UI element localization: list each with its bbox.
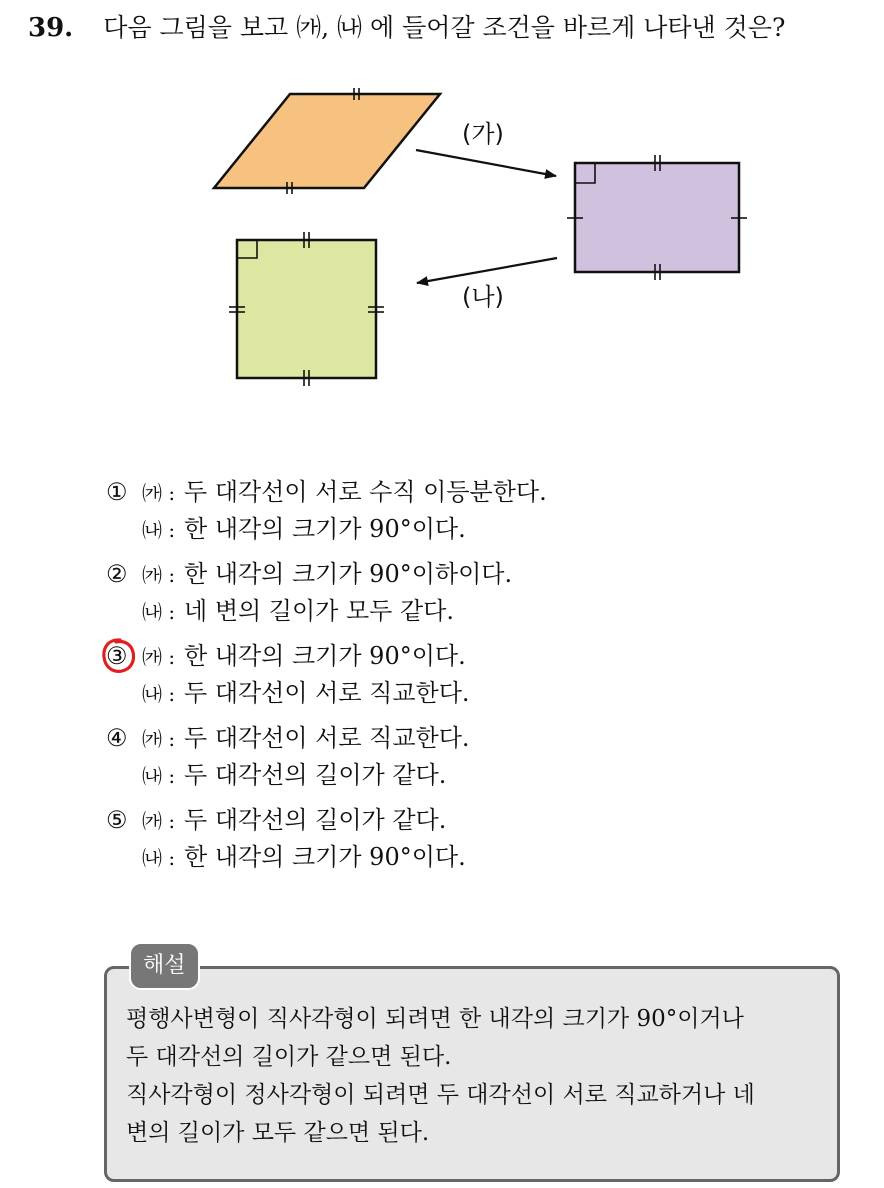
choice-3[interactable]: ③ ㈎ : 한 내각의 크기가 90°이다. ㈏ : 두 대각선이 서로 직교한다. [106, 638, 547, 712]
figure [0, 70, 884, 400]
parallelogram-shape [214, 94, 440, 188]
question-header [28, 8, 785, 48]
choice-number: ③ [106, 638, 142, 675]
choice-number: ① [106, 478, 128, 506]
solution-line: 직사각형이 정사각형이 되려면 두 대각선이 서로 직교하거나 네 [126, 1082, 755, 1108]
choice-1[interactable]: ① ㈎ : 두 대각선이 서로 수직 이등분한다. ㈏ : 한 내각의 크기가 90°이다. [106, 474, 547, 548]
choice-list [106, 474, 547, 884]
choice-text: 두 대각선의 길이가 같다. [184, 806, 447, 834]
solution-line: 평행사변형이 직사각형이 되려면 한 내각의 크기가 90°이거나 [126, 1006, 744, 1032]
choice-2[interactable]: ② ㈎ : 한 내각의 크기가 90°이하이다. ㈏ : 네 변의 길이가 모두 같다. [106, 556, 547, 630]
question-text: 다음 그림을 보고 ㈎, ㈏ 에 들어갈 조건을 바르게 나타낸 것은? [103, 13, 786, 42]
choice-text: 두 대각선이 서로 수직 이등분한다. [184, 478, 547, 506]
arrow-label-ga: (가) [462, 120, 504, 148]
question-number: 39. [28, 13, 74, 43]
choice-5[interactable]: ⑤ ㈎ : 두 대각선의 길이가 같다. ㈏ : 한 내각의 크기가 90°이다. [106, 802, 547, 876]
choice-text: 한 내각의 크기가 90°이하이다. [184, 560, 513, 588]
square-shape [237, 240, 376, 378]
choice-text: 두 대각선이 서로 직교한다. [184, 679, 470, 707]
choice-text: 두 대각선이 서로 직교한다. [184, 724, 470, 752]
solution-label: 해설 [129, 942, 200, 990]
choice-number: ② [106, 560, 128, 588]
choice-text: 한 내각의 크기가 90°이다. [184, 515, 466, 543]
choice-text: 한 내각의 크기가 90°이다. [184, 642, 466, 670]
arrow-ga [416, 150, 556, 176]
solution-line: 두 대각선의 길이가 같으면 된다. [126, 1044, 452, 1070]
choice-text: 한 내각의 크기가 90°이다. [184, 843, 466, 871]
solution-line: 변의 길이가 모두 같으면 된다. [126, 1120, 430, 1146]
rectangle-shape [575, 163, 739, 272]
solution-text [126, 1000, 836, 1152]
choice-text: 네 변의 길이가 모두 같다. [184, 597, 454, 625]
choice-text: 두 대각선의 길이가 같다. [184, 761, 447, 789]
arrow-na [417, 258, 557, 283]
choice-number: ⑤ [106, 806, 128, 834]
arrow-label-na: (나) [462, 283, 504, 311]
choice-4[interactable]: ④ ㈎ : 두 대각선이 서로 직교한다. ㈏ : 두 대각선의 길이가 같다. [106, 720, 547, 794]
choice-number: ④ [106, 724, 128, 752]
